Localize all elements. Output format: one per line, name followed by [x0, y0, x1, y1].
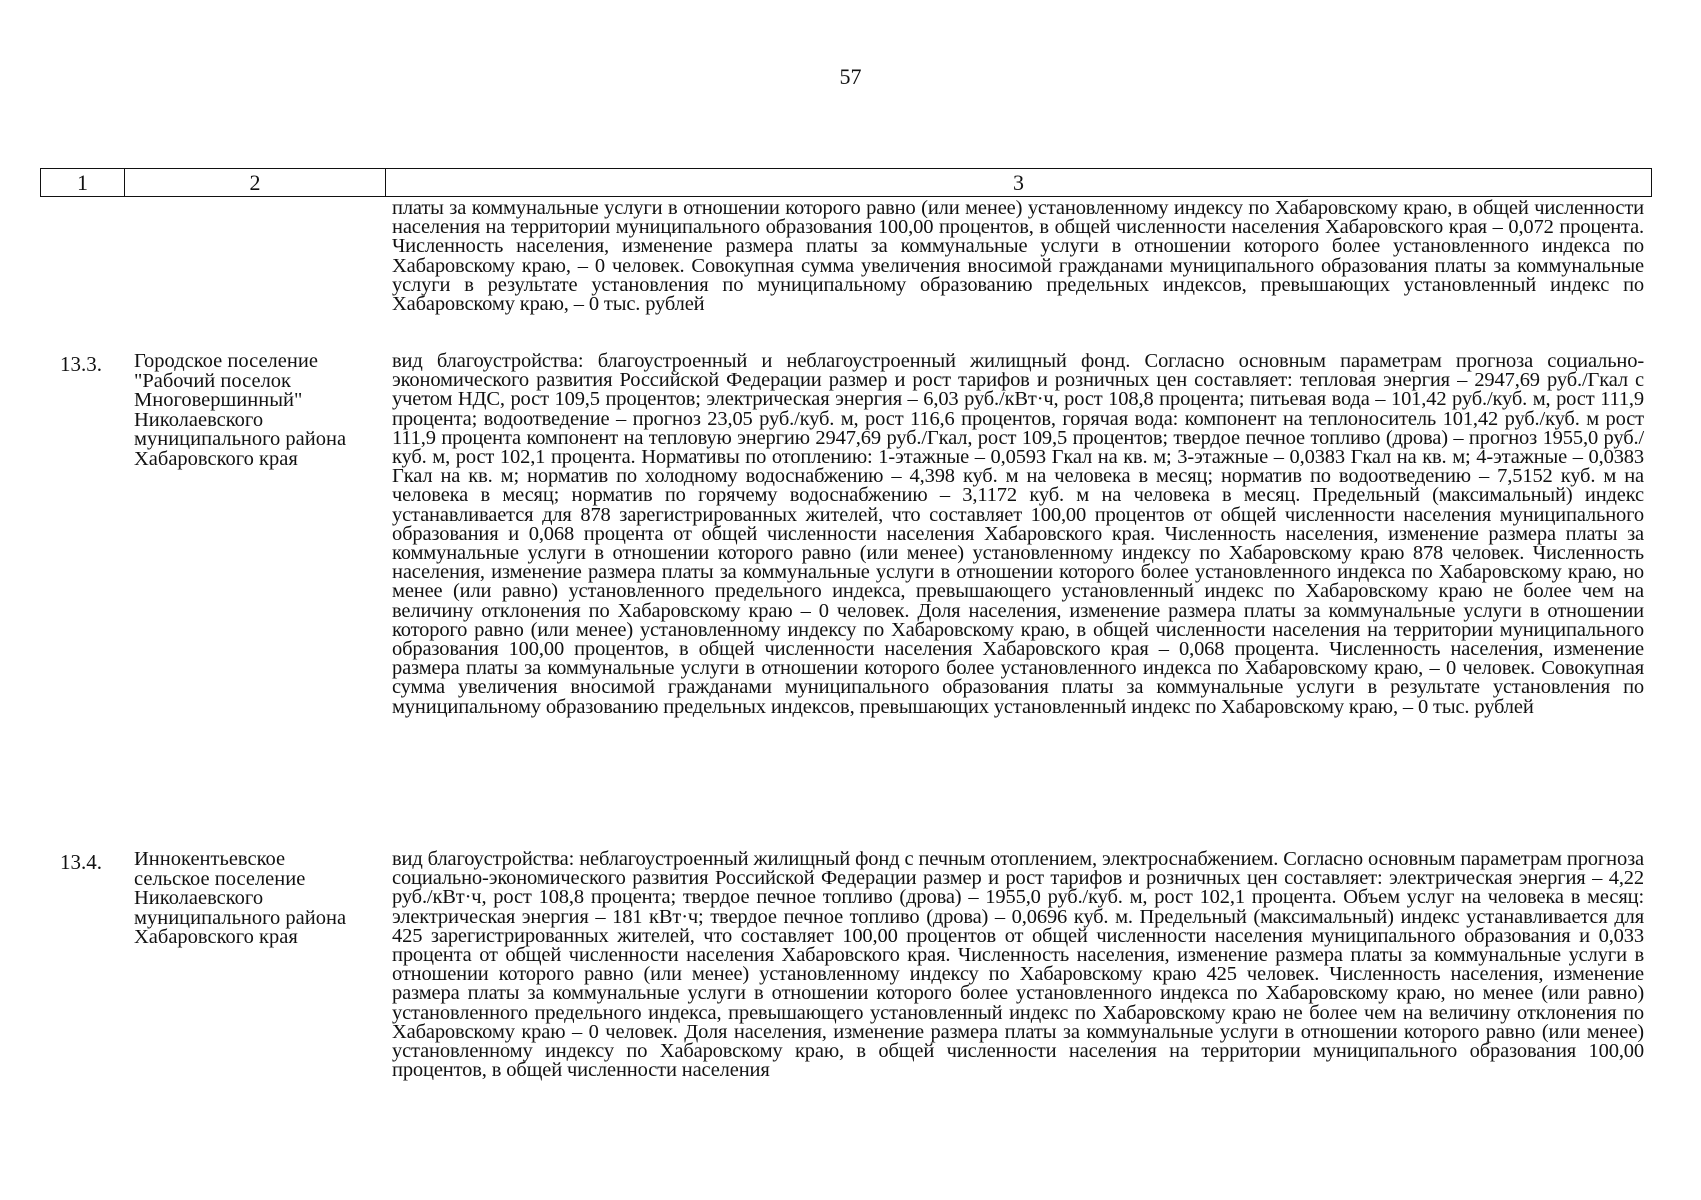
row-municipality-name: Городское поселение "Рабочий поселок Многовершинный" Николаевского муниципального района Хабаровского края [134, 350, 347, 470]
page-number: 57 [839, 64, 862, 89]
table-header-col-2: 2 [125, 169, 386, 196]
row-municipality-name: Иннокентьевское сельское поселение Николаевского муниципального района Хабаровского края [134, 848, 347, 948]
row-number: 13.4. [60, 850, 102, 874]
row-number: 13.3. [60, 352, 102, 376]
table-header-row [40, 168, 1652, 197]
row-description: вид благоустройства: благоустроенный и неблагоустроенный жилищный фонд. Согласно основным параметрам прогноза социально-экономического развития Российской Федерации размер и рост тарифов и розничных цен составляет: тепловая энергия – 2947,69 руб./Гкал с учетом НДС, рост 109,5 процентов; электрическая энергия – 6,03 руб./кВт·ч, рост 108,8 процента; питьевая вода – 101,42 руб./куб. м, рост 111,9 процента; водоотведение – прогноз 23,05 руб./куб. м, рост 116,6 процентов, горячая вода: компонент на теплоноситель 101,42 руб./куб. м рост 111,9 процента компонент на тепловую энергию 2947,69 руб./Гкал, рост 109,5 процентов; твердое печное топливо (дрова) – прогноз 1955,0 руб./куб. м, рост 102,1 процента. Нормативы по отоплению: 1-этажные – 0,0593 Гкал на кв. м; 3-этажные – 0,0383 Гкал на кв. м; 4-этажные – 0,0383 Гкал на кв. м; норматив по холодному водоснабжению – 4,398 куб. м на человека в месяц; норматив по водоотведению – 7,5152 куб. м на человека в месяц; норматив по горячему водоснабжению – 3,1172 куб. м на человека в месяц. Предельный (максимальный) индекс устанавливается для 878 зарегистрированных жителей, что составляет 100,00 процентов от общей численности населения муниципального образования и 0,068 процента от общей численности населения Хабаровского края. Численность населения, изменение размера платы за коммунальные услуги в отношении которого равно (или менее) установленному индексу по Хабаровскому краю 878 человек. Численность населения, изменение размера платы за коммунальные услуги в отношении которого более установленного индекса по Хабаровскому краю, но менее (или равно) установленного предельного индекса, превышающего установленный индекс по Хабаровскому краю не более чем на величину отклонения по Хабаровскому краю – 0 человек. Доля населения, изменение размера платы за коммунальные услуги в отношении которого равно (или менее) установленному индексу по Хабаровскому краю, в общей численности населения на территории муниципального образования 100,00 процентов, в общей численности населения Хабаровского края – 0,068 процента. Численность населения, изменение размера платы за коммунальные услуги в отношении которого более установленного индекса по Хабаровскому краю, – 0 человек. Совокупная сумма увеличения вносимой гражданами муниципального образования платы за коммунальные услуги в результате установления по муниципальному образованию предельных индексов, превышающих установленный индекс по Хабаровскому краю, – 0 тыс. рублей [392, 350, 1644, 718]
table-header-col-3: 3 [1013, 169, 1024, 195]
row-description: платы за коммунальные услуги в отношении которого равно (или менее) установленному индексу по Хабаровскому краю, в общей численности населения на территории муниципального образования 100,00 процентов, в общей численности населения Хабаровского края – 0,072 процента. Численность населения, изменение размера платы за коммунальные услуги в отношении которого более установленного индекса по Хабаровскому краю, – 0 человек. Совокупная сумма увеличения вносимой гражданами муниципального образования платы за коммунальные услуги в результате установления по муниципальному образованию предельных индексов, превышающих установленный индекс по Хабаровскому краю, – 0 тыс. рублей [392, 197, 1644, 316]
table-header-col-1: 1 [41, 169, 125, 196]
row-description: вид благоустройства: неблагоустроенный жилищный фонд с печным отоплением, электроснабжением. Согласно основным параметрам прогноза социально-экономического развития Российской Федерации размер и рост тарифов и розничных цен составляет: электрическая энергия – 4,22 руб./кВт·ч, рост 108,8 процента; твердое печное топливо (дрова) – 1955,0 руб./куб. м, рост 102,1 процента. Объем услуг на человека в месяц: электрическая энергия – 181 кВт·ч; твердое печное топливо (дрова) – 0,0696 куб. м. Предельный (максимальный) индекс устанавливается для 425 зарегистрированных жителей, что составляет 100,00 процентов от общей численности населения муниципального образования и 0,033 процента от общей численности населения Хабаровского края. Численность населения, изменение размера платы за коммунальные услуги в отношении которого равно (или менее) установленному индексу по Хабаровскому краю 425 человек. Численность населения, изменение размера платы за коммунальные услуги в отношении которого более установленного индекса по Хабаровскому краю, но менее (или равно) установленного предельного индекса, превышающего установленный индекс по Хабаровскому краю не более чем на величину отклонения по Хабаровскому краю – 0 человек. Доля населения, изменение размера платы за коммунальные услуги в отношении которого равно (или менее) установленному индексу по Хабаровскому краю, в общей численности населения на территории муниципального образования 100,00 процентов, в общей численности населения [392, 848, 1644, 1082]
